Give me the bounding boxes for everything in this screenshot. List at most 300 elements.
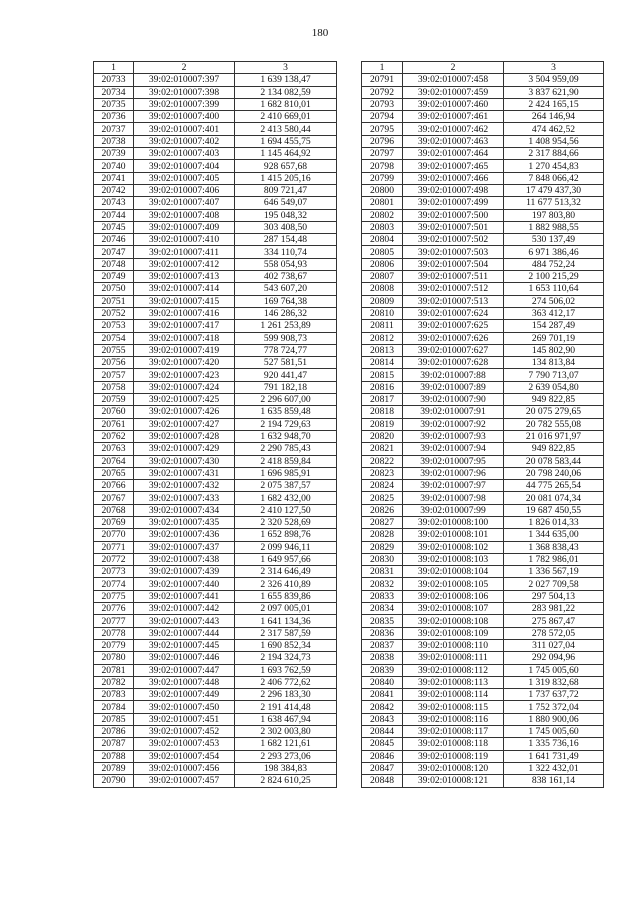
value-cell: 2 296 607,00: [235, 394, 337, 406]
value-cell: 1 270 454,83: [504, 160, 604, 172]
cadastral-number-cell: 39:02:010007:98: [403, 492, 504, 504]
table-row: [94, 209, 337, 221]
table-row: [94, 455, 337, 467]
row-number-cell: 20738: [94, 135, 134, 147]
value-cell: 2 326 410,89: [235, 578, 337, 590]
table-row: [362, 664, 604, 676]
row-number-cell: 20759: [94, 394, 134, 406]
row-number-cell: 20840: [362, 676, 403, 688]
value-cell: 19 687 450,55: [504, 504, 604, 516]
row-number-cell: 20781: [94, 664, 134, 676]
cadastral-number-cell: 39:02:010008:111: [403, 652, 504, 664]
row-number-cell: 20760: [94, 406, 134, 418]
cadastral-number-cell: 39:02:010008:113: [403, 676, 504, 688]
table-body: [362, 62, 604, 788]
value-cell: 20 078 583,44: [504, 455, 604, 467]
table-row: [94, 529, 337, 541]
row-number-cell: 20747: [94, 246, 134, 258]
value-cell: 1 344 635,00: [504, 529, 604, 541]
value-cell: 2 413 580,44: [235, 123, 337, 135]
column-header: 2: [403, 62, 504, 74]
row-number-cell: 20845: [362, 738, 403, 750]
value-cell: 2 314 646,49: [235, 566, 337, 578]
cadastral-number-cell: 39:02:010008:105: [403, 578, 504, 590]
table-row: [362, 492, 604, 504]
cadastral-number-cell: 39:02:010007:625: [403, 320, 504, 332]
value-cell: 1 319 832,68: [504, 676, 604, 688]
cadastral-number-cell: 39:02:010008:119: [403, 750, 504, 762]
value-cell: 297 504,13: [504, 590, 604, 602]
row-number-cell: 20794: [362, 111, 403, 123]
value-cell: 791 182,18: [235, 381, 337, 393]
table-row: [362, 762, 604, 774]
row-number-cell: 20790: [94, 775, 134, 787]
cadastral-number-cell: 39:02:010008:109: [403, 627, 504, 639]
row-number-cell: 20839: [362, 664, 403, 676]
row-number-cell: 20772: [94, 553, 134, 565]
value-cell: 197 803,80: [504, 209, 604, 221]
row-number-cell: 20779: [94, 639, 134, 651]
table-row: [94, 652, 337, 664]
row-number-cell: 20770: [94, 529, 134, 541]
cadastral-number-cell: 39:02:010007:433: [134, 492, 235, 504]
row-number-cell: 20810: [362, 307, 403, 319]
table-row: [362, 357, 604, 369]
cadastral-number-cell: 39:02:010007:447: [134, 664, 235, 676]
row-number-cell: 20785: [94, 713, 134, 725]
value-cell: 2 191 414,48: [235, 701, 337, 713]
cadastral-number-cell: 39:02:010007:425: [134, 394, 235, 406]
cadastral-number-cell: 39:02:010007:453: [134, 738, 235, 750]
table-row: [94, 750, 337, 762]
row-number-cell: 20825: [362, 492, 403, 504]
row-number-cell: 20819: [362, 418, 403, 430]
table-row: [94, 689, 337, 701]
cadastral-number-cell: 39:02:010007:442: [134, 603, 235, 615]
value-cell: 264 146,94: [504, 111, 604, 123]
value-cell: 1 694 455,75: [235, 135, 337, 147]
table-row: [94, 713, 337, 725]
value-cell: 21 016 971,97: [504, 430, 604, 442]
cadastral-number-cell: 39:02:010007:423: [134, 369, 235, 381]
table-row: [362, 726, 604, 738]
row-number-cell: 20773: [94, 566, 134, 578]
cadastral-number-cell: 39:02:010007:397: [134, 74, 235, 86]
value-cell: 1 737 637,72: [504, 689, 604, 701]
cadastral-number-cell: 39:02:010007:438: [134, 553, 235, 565]
value-cell: 809 721,47: [235, 184, 337, 196]
row-number-cell: 20837: [362, 639, 403, 651]
value-cell: 145 802,90: [504, 344, 604, 356]
cadastral-number-cell: 39:02:010007:406: [134, 184, 235, 196]
table-row: [362, 676, 604, 688]
row-number-cell: 20735: [94, 98, 134, 110]
value-cell: 484 752,24: [504, 258, 604, 270]
value-cell: 303 408,50: [235, 221, 337, 233]
value-cell: 2 418 859,84: [235, 455, 337, 467]
header-row: [94, 62, 337, 74]
value-cell: 3 837 621,90: [504, 86, 604, 98]
row-number-cell: 20739: [94, 148, 134, 160]
value-cell: 20 075 279,65: [504, 406, 604, 418]
table-row: [94, 615, 337, 627]
table-row: [362, 197, 604, 209]
row-number-cell: 20742: [94, 184, 134, 196]
value-cell: 2 194 324,73: [235, 652, 337, 664]
cadastral-number-cell: 39:02:010007:413: [134, 271, 235, 283]
value-cell: 1 415 205,16: [235, 172, 337, 184]
value-cell: 2 097 005,01: [235, 603, 337, 615]
cadastral-number-cell: 39:02:010007:449: [134, 689, 235, 701]
cadastral-number-cell: 39:02:010007:412: [134, 258, 235, 270]
row-number-cell: 20737: [94, 123, 134, 135]
cadastral-number-cell: 39:02:010007:399: [134, 98, 235, 110]
cadastral-number-cell: 39:02:010007:417: [134, 320, 235, 332]
table-row: [362, 541, 604, 553]
cadastral-number-cell: 39:02:010008:120: [403, 762, 504, 774]
page-number: 180: [311, 27, 329, 39]
table-row: [362, 86, 604, 98]
table-row: [94, 566, 337, 578]
value-cell: 169 764,38: [235, 295, 337, 307]
row-number-cell: 20798: [362, 160, 403, 172]
cadastral-number-cell: 39:02:010007:403: [134, 148, 235, 160]
value-cell: 2 424 165,15: [504, 98, 604, 110]
row-number-cell: 20797: [362, 148, 403, 160]
value-cell: 646 549,07: [235, 197, 337, 209]
row-number-cell: 20775: [94, 590, 134, 602]
table-row: [362, 418, 604, 430]
cadastral-number-cell: 39:02:010007:96: [403, 467, 504, 479]
row-number-cell: 20774: [94, 578, 134, 590]
table-row: [94, 344, 337, 356]
value-cell: 7 848 066,42: [504, 172, 604, 184]
table-row: [362, 234, 604, 246]
cadastral-number-cell: 39:02:010007:498: [403, 184, 504, 196]
row-number-cell: 20745: [94, 221, 134, 233]
cadastral-number-cell: 39:02:010007:440: [134, 578, 235, 590]
cadastral-number-cell: 39:02:010007:432: [134, 480, 235, 492]
value-cell: 334 110,74: [235, 246, 337, 258]
table-row: [94, 664, 337, 676]
cadastral-number-cell: 39:02:010007:429: [134, 443, 235, 455]
value-cell: 1 682 121,61: [235, 738, 337, 750]
table-row: [362, 184, 604, 196]
cadastral-number-cell: 39:02:010007:628: [403, 357, 504, 369]
table-row: [362, 504, 604, 516]
cadastral-number-cell: 39:02:010007:452: [134, 726, 235, 738]
table-row: [94, 394, 337, 406]
table-row: [94, 283, 337, 295]
table-row: [362, 74, 604, 86]
cadastral-number-cell: 39:02:010008:117: [403, 726, 504, 738]
cadastral-number-cell: 39:02:010007:464: [403, 148, 504, 160]
value-cell: 3 504 959,09: [504, 74, 604, 86]
table-row: [94, 307, 337, 319]
table-row: [94, 246, 337, 258]
cadastral-number-cell: 39:02:010007:451: [134, 713, 235, 725]
row-number-cell: 20788: [94, 750, 134, 762]
table-row: [362, 381, 604, 393]
row-number-cell: 20763: [94, 443, 134, 455]
row-number-cell: 20833: [362, 590, 403, 602]
row-number-cell: 20754: [94, 332, 134, 344]
value-cell: 2 296 183,30: [235, 689, 337, 701]
data-table-left: [93, 61, 337, 788]
row-number-cell: 20815: [362, 369, 403, 381]
table-row: [362, 320, 604, 332]
value-cell: 527 581,51: [235, 357, 337, 369]
table-row: [362, 160, 604, 172]
value-cell: 2 134 082,59: [235, 86, 337, 98]
cadastral-number-cell: 39:02:010007:419: [134, 344, 235, 356]
row-number-cell: 20812: [362, 332, 403, 344]
table-row: [94, 86, 337, 98]
value-cell: 363 412,17: [504, 307, 604, 319]
table-row: [362, 135, 604, 147]
cadastral-number-cell: 39:02:010007:458: [403, 74, 504, 86]
value-cell: 2 406 772,62: [235, 676, 337, 688]
cadastral-number-cell: 39:02:010007:405: [134, 172, 235, 184]
column-header: 3: [235, 62, 337, 74]
row-number-cell: 20805: [362, 246, 403, 258]
row-number-cell: 20831: [362, 566, 403, 578]
value-cell: 1 336 567,19: [504, 566, 604, 578]
row-number-cell: 20744: [94, 209, 134, 221]
row-number-cell: 20792: [362, 86, 403, 98]
table-row: [94, 184, 337, 196]
table-row: [94, 726, 337, 738]
table-row: [94, 516, 337, 528]
table-row: [94, 98, 337, 110]
value-cell: 7 790 713,07: [504, 369, 604, 381]
value-cell: 474 462,52: [504, 123, 604, 135]
row-number-cell: 20807: [362, 271, 403, 283]
cadastral-number-cell: 39:02:010007:461: [403, 111, 504, 123]
row-number-cell: 20765: [94, 467, 134, 479]
value-cell: 2 194 729,63: [235, 418, 337, 430]
table-row: [362, 627, 604, 639]
table-row: [94, 135, 337, 147]
cadastral-number-cell: 39:02:010007:414: [134, 283, 235, 295]
column-header: 1: [94, 62, 134, 74]
cadastral-number-cell: 39:02:010008:104: [403, 566, 504, 578]
data-table-right: [361, 61, 604, 788]
cadastral-number-cell: 39:02:010007:465: [403, 160, 504, 172]
table-row: [362, 209, 604, 221]
table-row: [94, 148, 337, 160]
cadastral-number-cell: 39:02:010007:407: [134, 197, 235, 209]
row-number-cell: 20736: [94, 111, 134, 123]
value-cell: 311 027,04: [504, 639, 604, 651]
table-row: [362, 98, 604, 110]
cadastral-number-cell: 39:02:010007:503: [403, 246, 504, 258]
cadastral-number-cell: 39:02:010007:457: [134, 775, 235, 787]
value-cell: 1 752 372,04: [504, 701, 604, 713]
row-number-cell: 20827: [362, 516, 403, 528]
row-number-cell: 20811: [362, 320, 403, 332]
table-row: [94, 418, 337, 430]
row-number-cell: 20771: [94, 541, 134, 553]
value-cell: 198 384,83: [235, 762, 337, 774]
value-cell: 1 693 762,59: [235, 664, 337, 676]
cadastral-number-cell: 39:02:010007:500: [403, 209, 504, 221]
value-cell: 1 261 253,89: [235, 320, 337, 332]
cadastral-number-cell: 39:02:010007:408: [134, 209, 235, 221]
value-cell: 1 652 898,76: [235, 529, 337, 541]
row-number-cell: 20804: [362, 234, 403, 246]
cadastral-number-cell: 39:02:010008:103: [403, 553, 504, 565]
table-row: [94, 590, 337, 602]
cadastral-number-cell: 39:02:010007:513: [403, 295, 504, 307]
value-cell: 1 826 014,33: [504, 516, 604, 528]
row-number-cell: 20843: [362, 713, 403, 725]
cadastral-number-cell: 39:02:010008:110: [403, 639, 504, 651]
row-number-cell: 20846: [362, 750, 403, 762]
cadastral-number-cell: 39:02:010007:437: [134, 541, 235, 553]
table-row: [94, 541, 337, 553]
value-cell: 1 639 138,47: [235, 74, 337, 86]
table-row: [94, 430, 337, 442]
cadastral-number-cell: 39:02:010007:93: [403, 430, 504, 442]
column-header: 3: [504, 62, 604, 74]
value-cell: 2 293 273,06: [235, 750, 337, 762]
cadastral-number-cell: 39:02:010007:462: [403, 123, 504, 135]
value-cell: 292 094,96: [504, 652, 604, 664]
row-number-cell: 20800: [362, 184, 403, 196]
table-row: [362, 639, 604, 651]
cadastral-number-cell: 39:02:010007:444: [134, 627, 235, 639]
cadastral-number-cell: 39:02:010007:92: [403, 418, 504, 430]
value-cell: 949 822,85: [504, 394, 604, 406]
value-cell: 2 639 054,80: [504, 381, 604, 393]
row-number-cell: 20769: [94, 516, 134, 528]
row-number-cell: 20795: [362, 123, 403, 135]
value-cell: 20 081 074,34: [504, 492, 604, 504]
row-number-cell: 20796: [362, 135, 403, 147]
row-number-cell: 20828: [362, 529, 403, 541]
row-number-cell: 20789: [94, 762, 134, 774]
cadastral-number-cell: 39:02:010008:101: [403, 529, 504, 541]
cadastral-number-cell: 39:02:010007:460: [403, 98, 504, 110]
row-number-cell: 20836: [362, 627, 403, 639]
table-row: [362, 271, 604, 283]
cadastral-number-cell: 39:02:010008:112: [403, 664, 504, 676]
row-number-cell: 20823: [362, 467, 403, 479]
row-number-cell: 20793: [362, 98, 403, 110]
table-row: [94, 357, 337, 369]
value-cell: 543 607,20: [235, 283, 337, 295]
value-cell: 17 479 437,30: [504, 184, 604, 196]
table-row: [94, 197, 337, 209]
value-cell: 1 635 859,48: [235, 406, 337, 418]
value-cell: 44 775 265,54: [504, 480, 604, 492]
table-row: [94, 221, 337, 233]
table-row: [362, 689, 604, 701]
value-cell: 1 682 810,01: [235, 98, 337, 110]
row-number-cell: 20830: [362, 553, 403, 565]
cadastral-number-cell: 39:02:010007:428: [134, 430, 235, 442]
row-number-cell: 20767: [94, 492, 134, 504]
row-number-cell: 20803: [362, 221, 403, 233]
row-number-cell: 20734: [94, 86, 134, 98]
table-row: [362, 307, 604, 319]
table-row: [94, 258, 337, 270]
cadastral-number-cell: 39:02:010007:627: [403, 344, 504, 356]
table-row: [94, 603, 337, 615]
row-number-cell: 20753: [94, 320, 134, 332]
value-cell: 1 641 731,49: [504, 750, 604, 762]
table-row: [94, 553, 337, 565]
cadastral-number-cell: 39:02:010007:502: [403, 234, 504, 246]
cadastral-number-cell: 39:02:010007:450: [134, 701, 235, 713]
table-row: [362, 344, 604, 356]
cadastral-number-cell: 39:02:010007:409: [134, 221, 235, 233]
table-row: [94, 639, 337, 651]
value-cell: 1 368 838,43: [504, 541, 604, 553]
table-row: [362, 394, 604, 406]
table-row: [94, 123, 337, 135]
cadastral-number-cell: 39:02:010007:466: [403, 172, 504, 184]
cadastral-number-cell: 39:02:010007:410: [134, 234, 235, 246]
table-row: [362, 283, 604, 295]
cadastral-number-cell: 39:02:010007:415: [134, 295, 235, 307]
cadastral-number-cell: 39:02:010008:108: [403, 615, 504, 627]
table-row: [362, 603, 604, 615]
cadastral-number-cell: 39:02:010007:446: [134, 652, 235, 664]
cadastral-number-cell: 39:02:010007:424: [134, 381, 235, 393]
table-row: [94, 504, 337, 516]
table-row: [94, 738, 337, 750]
value-cell: 1 145 464,92: [235, 148, 337, 160]
table-row: [362, 258, 604, 270]
row-number-cell: 20762: [94, 430, 134, 442]
value-cell: 2 320 528,69: [235, 516, 337, 528]
cadastral-number-cell: 39:02:010008:115: [403, 701, 504, 713]
table-row: [362, 516, 604, 528]
value-cell: 530 137,49: [504, 234, 604, 246]
cadastral-number-cell: 39:02:010007:89: [403, 381, 504, 393]
table-row: [362, 148, 604, 160]
table-row: [362, 172, 604, 184]
row-number-cell: 20813: [362, 344, 403, 356]
row-number-cell: 20755: [94, 344, 134, 356]
row-number-cell: 20838: [362, 652, 403, 664]
value-cell: 920 441,47: [235, 369, 337, 381]
value-cell: 599 908,73: [235, 332, 337, 344]
value-cell: 1 649 957,66: [235, 553, 337, 565]
table-body: [94, 62, 337, 788]
table-row: [94, 775, 337, 787]
row-number-cell: 20847: [362, 762, 403, 774]
cadastral-number-cell: 39:02:010007:398: [134, 86, 235, 98]
table-row: [362, 332, 604, 344]
row-number-cell: 20784: [94, 701, 134, 713]
cadastral-number-cell: 39:02:010008:102: [403, 541, 504, 553]
value-cell: 1 880 900,06: [504, 713, 604, 725]
row-number-cell: 20844: [362, 726, 403, 738]
cadastral-number-cell: 39:02:010007:511: [403, 271, 504, 283]
row-number-cell: 20740: [94, 160, 134, 172]
row-number-cell: 20817: [362, 394, 403, 406]
table-row: [362, 246, 604, 258]
value-cell: 146 286,32: [235, 307, 337, 319]
table-row: [362, 406, 604, 418]
value-cell: 20 798 240,06: [504, 467, 604, 479]
value-cell: 1 655 839,86: [235, 590, 337, 602]
row-number-cell: 20822: [362, 455, 403, 467]
column-header: 1: [362, 62, 403, 74]
